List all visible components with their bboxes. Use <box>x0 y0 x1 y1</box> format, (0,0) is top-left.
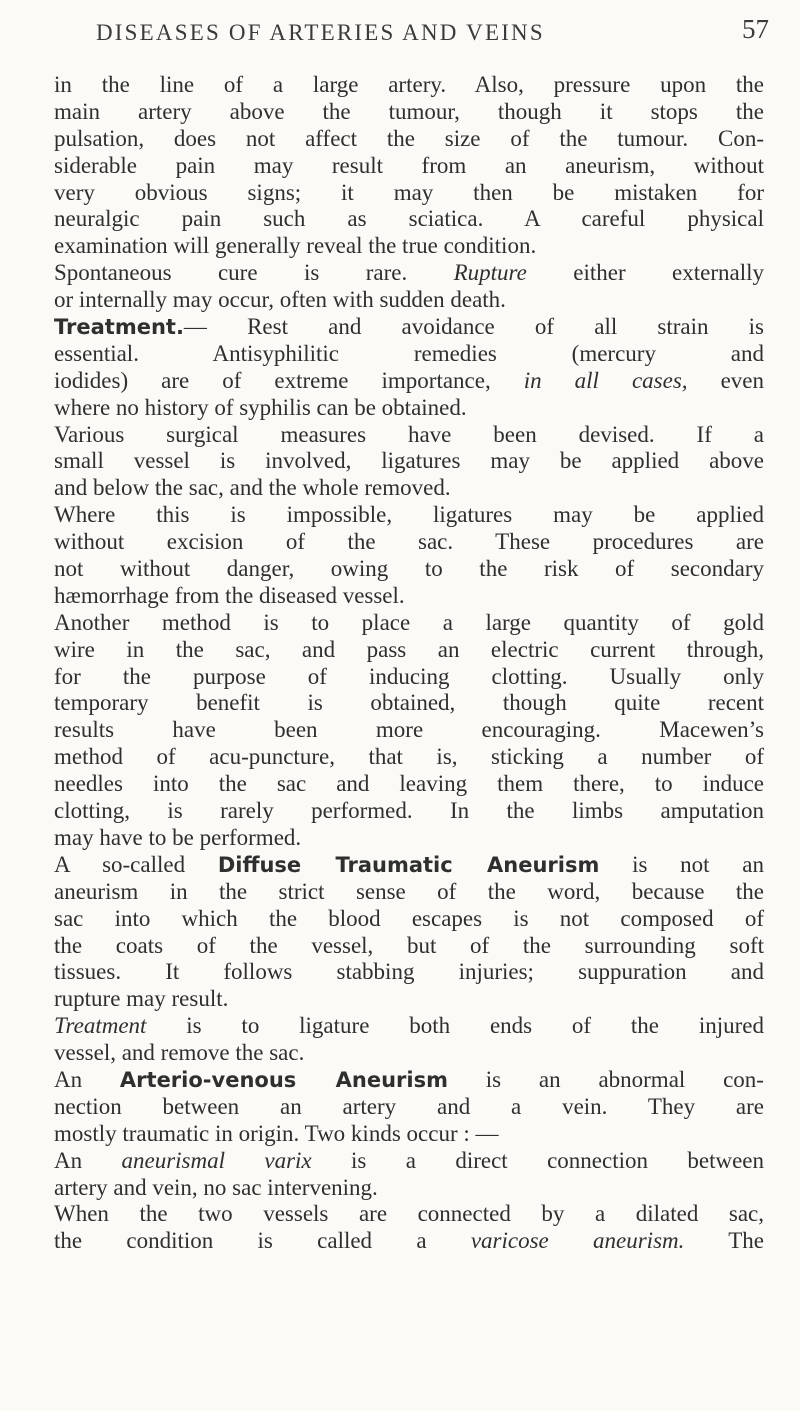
text-run: Spontaneous cure is rare. <box>54 260 454 286</box>
text-line <box>54 448 764 475</box>
text-line <box>54 529 764 556</box>
text-line <box>54 717 764 744</box>
running-header <box>0 14 800 54</box>
text-run: and below the sac, and the whole removed. <box>54 475 451 501</box>
text-run: results have been more encouraging. Macewen’s <box>54 717 764 743</box>
text-run: may have to be performed. <box>54 824 302 850</box>
text-run: An <box>54 1066 120 1092</box>
text-run: the condition is called a <box>54 1228 471 1254</box>
text-line <box>54 72 764 99</box>
bold-heading: Diffuse Traumatic Aneurism <box>217 852 600 877</box>
text-run: wire in the sac, and pass an electric current through, <box>54 636 764 662</box>
text-line <box>54 906 764 933</box>
text-line <box>54 206 764 233</box>
text-line <box>54 1013 764 1040</box>
italic-text: in all cases, <box>523 367 688 393</box>
text-run: tissues. It follows stabbing injuries; suppuration and <box>54 959 764 985</box>
text-line <box>54 771 764 798</box>
text-line <box>54 153 764 180</box>
text-line <box>54 583 764 610</box>
text-line <box>54 825 764 852</box>
text-line <box>54 959 764 986</box>
page-number: 57 <box>742 14 769 44</box>
text-run: Where this is impossible, ligatures may be applied <box>54 502 764 528</box>
text-line <box>54 1201 764 1228</box>
text-run: small vessel is involved, ligatures may be applied above <box>54 448 764 474</box>
bold-heading: Treatment. <box>54 315 184 340</box>
text-line <box>54 287 764 314</box>
text-line <box>54 744 764 771</box>
text-run: hæmorrhage from the diseased vessel. <box>54 582 405 608</box>
text-line <box>54 1148 764 1175</box>
text-line <box>54 1040 764 1067</box>
text-line <box>54 986 764 1013</box>
text-run: — Rest and avoidance of all strain is <box>183 314 764 340</box>
text-run: Another method is to place a large quantity of gold <box>54 609 764 635</box>
text-run: Various surgical measures have been devised. If a <box>54 421 764 447</box>
text-run: When the two vessels are connected by a dilated sac, <box>54 1201 764 1227</box>
text-run: siderable pain may result from an aneurism, without <box>54 152 764 178</box>
text-run: mostly traumatic in origin. Two kinds occur : — <box>54 1120 499 1146</box>
text-run: A so-called <box>54 851 218 877</box>
text-run: where no history of syphilis can be obtained. <box>54 394 467 420</box>
text-line <box>54 260 764 287</box>
text-run: even <box>687 367 764 393</box>
text-line <box>54 1094 764 1121</box>
text-line <box>54 664 764 691</box>
text-line <box>54 341 764 368</box>
text-run: iodides) are of extreme importance, <box>54 367 524 393</box>
text-run: examination will generally reveal the true condition. <box>54 233 537 259</box>
text-run: clotting, is rarely performed. In the limbs amputation <box>54 798 764 824</box>
text-run: not without danger, owing to the risk of secondary <box>54 556 764 582</box>
text-run: either externally <box>526 260 764 286</box>
italic-text: Treatment <box>54 1013 147 1039</box>
running-title: DISEASES OF ARTERIES AND VEINS <box>96 20 545 45</box>
text-run: essential. Antisyphilitic remedies (mercury and <box>54 340 764 366</box>
text-line <box>54 690 764 717</box>
text-line <box>54 933 764 960</box>
italic-text: aneurismal varix <box>121 1147 312 1173</box>
text-run: An <box>54 1147 122 1173</box>
text-run: needles into the sac and leaving them there, to induce <box>54 771 764 797</box>
text-line <box>54 1067 764 1094</box>
text-run: is a direct connection between <box>311 1147 764 1173</box>
text-line <box>54 879 764 906</box>
text-line <box>54 1121 764 1148</box>
text-run: The <box>684 1228 765 1254</box>
body-text <box>54 72 764 1255</box>
italic-text: Rupture <box>453 260 527 286</box>
text-run: the coats of the vessel, but of the surrounding soft <box>54 932 764 958</box>
text-line <box>54 368 764 395</box>
text-run: or internally may occur, often with sudden death. <box>54 287 506 313</box>
text-run: in the line of a large artery. Also, pressure upon the <box>54 72 764 97</box>
text-line <box>54 556 764 583</box>
text-run: main artery above the tumour, though it stops the <box>54 98 764 124</box>
text-line <box>54 99 764 126</box>
bold-heading: Arterio-venous Aneurism <box>119 1067 448 1092</box>
text-run: aneurism in the strict sense of the word, because the <box>54 878 764 904</box>
text-run: is not an <box>599 851 764 877</box>
text-run: artery and vein, no sac intervening. <box>54 1174 378 1200</box>
text-run: neuralgic pain such as sciatica. A careful physical <box>54 206 764 232</box>
text-run: vessel, and remove the sac. <box>54 1040 305 1066</box>
text-line <box>54 1175 764 1202</box>
text-line <box>54 798 764 825</box>
text-run: for the purpose of inducing clotting. Usually only <box>54 663 764 689</box>
text-run: sac into which the blood escapes is not composed of <box>54 905 764 931</box>
text-line <box>54 395 764 422</box>
text-run: temporary benefit is obtained, though quite recent <box>54 690 764 716</box>
text-run: is to ligature both ends of the injured <box>146 1013 764 1039</box>
text-line <box>54 475 764 502</box>
text-run: rupture may result. <box>54 986 229 1012</box>
text-run: method of acu-puncture, that is, sticking a number of <box>54 744 764 770</box>
text-line <box>54 314 764 341</box>
text-run: very obvious signs; it may then be mistaken for <box>54 179 764 205</box>
text-run: nection between an artery and a vein. They are <box>54 1093 764 1119</box>
text-run: without excision of the sac. These procedures are <box>54 529 764 555</box>
text-line <box>54 233 764 260</box>
text-line <box>54 422 764 449</box>
text-line <box>54 180 764 207</box>
text-line <box>54 126 764 153</box>
text-run: is an abnormal con- <box>447 1066 764 1092</box>
text-line <box>54 637 764 664</box>
text-line <box>54 852 764 879</box>
text-line <box>54 1228 764 1255</box>
italic-text: varicose aneurism. <box>470 1228 685 1254</box>
text-line <box>54 610 764 637</box>
text-run: pulsation, does not affect the size of the tumour. Con- <box>54 125 764 151</box>
text-line <box>54 502 764 529</box>
